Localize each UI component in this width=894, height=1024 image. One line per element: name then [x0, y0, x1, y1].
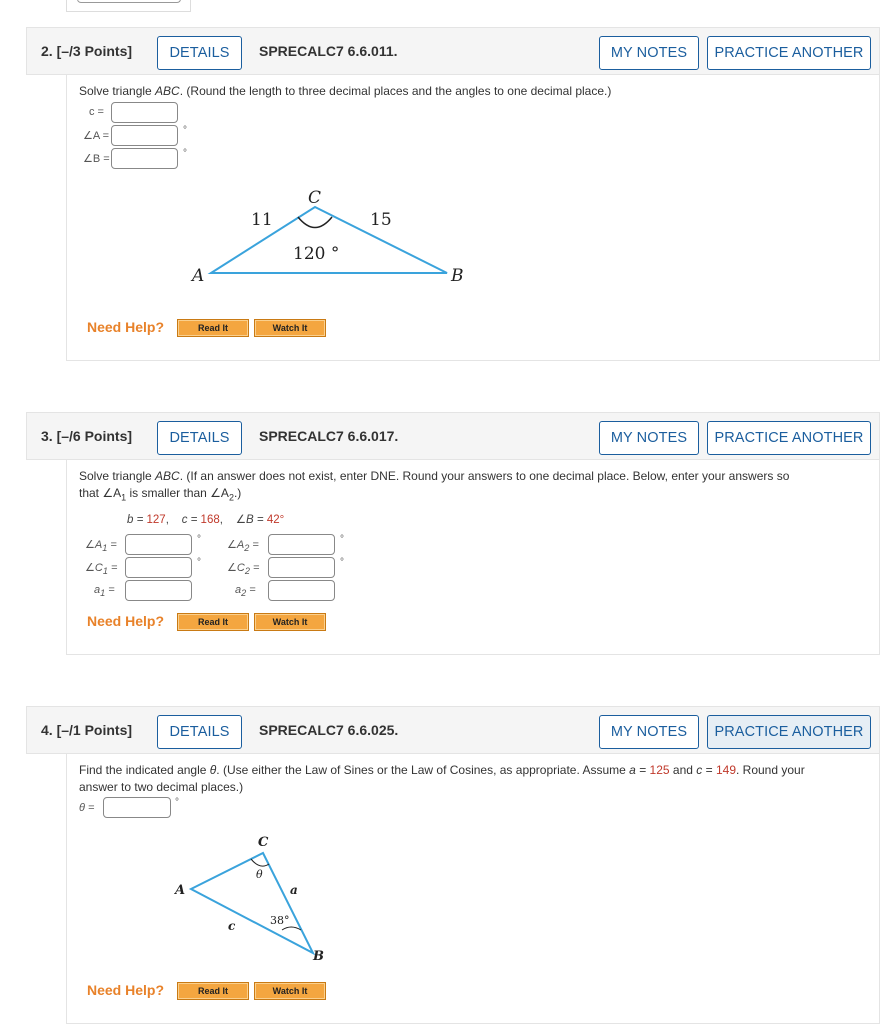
degree-unit: °: [197, 557, 201, 568]
degree-unit: °: [340, 557, 344, 568]
previous-question-footer: [66, 0, 191, 12]
angle-c1-input[interactable]: [125, 557, 192, 578]
angle-a-answer-input[interactable]: [111, 125, 178, 146]
triangle-shape: [191, 853, 313, 953]
degree-unit: °: [340, 534, 344, 545]
side-a1-label: $a_1$ =: [94, 584, 115, 599]
prompt-text: . (Use either the Law of Sines or the Law of Cosines, as appropriate. Assume: [216, 763, 630, 777]
prompt-text: . Round your: [736, 763, 805, 777]
practice-another-button[interactable]: PRACTICE ANOTHER: [707, 36, 871, 70]
subscript: 2: [228, 492, 234, 503]
need-help-label: Need Help?: [87, 982, 165, 998]
triangle-name: ABC: [155, 84, 180, 98]
question-3-header: [26, 412, 880, 460]
vertex-a-label: A: [192, 266, 205, 285]
vertex-b-label: B: [313, 949, 324, 964]
a-symbol: a: [629, 763, 636, 777]
angle-c2-label: $\angle C_2$ =: [227, 562, 260, 577]
previous-question-button-edge: [77, 0, 181, 3]
given-angle-b-label: ∠B =: [235, 514, 267, 526]
my-notes-button[interactable]: MY NOTES: [599, 715, 699, 749]
c-symbol: c: [696, 763, 703, 777]
vertex-c-label: C: [258, 835, 269, 850]
question-2-header: [26, 27, 880, 75]
read-it-button[interactable]: Read It: [177, 982, 249, 1000]
vertex-b-label: B: [451, 266, 464, 285]
question-3-code: SPRECALC7 6.6.017.: [259, 428, 399, 444]
question-2-body: [66, 75, 880, 361]
angle-a2-label: $\angle A_2$ =: [227, 539, 259, 554]
question-4-prompt: Find the indicated angle θ. (Use either the Law of Sines or the Law of Cosines, as appropriate. Assume a = 125 and c = 149. Round your answer to two decimal places.): [79, 763, 805, 794]
c-value: 149: [715, 763, 736, 777]
triangle-name: ABC: [155, 469, 180, 483]
angle-b-answer-input[interactable]: [111, 148, 178, 169]
angle-a-label: ∠A =: [83, 130, 110, 142]
triangle-figure: [167, 830, 337, 970]
side-c-label: c: [228, 919, 236, 933]
side-a1-input[interactable]: [125, 580, 192, 601]
need-help-label: Need Help?: [87, 613, 165, 629]
side-a2-label: $a_2$ =: [235, 584, 256, 599]
practice-another-button[interactable]: PRACTICE ANOTHER: [707, 421, 871, 455]
vertex-c-label: C: [308, 188, 322, 208]
given-angle-b-value: 42°: [266, 514, 285, 526]
question-4-body: [66, 754, 880, 1024]
my-notes-button[interactable]: MY NOTES: [599, 36, 699, 70]
side-ac-label: 11: [251, 210, 273, 230]
prompt-text: that ∠A: [79, 486, 122, 500]
side-a-label: a: [290, 883, 298, 897]
vertex-a-label: A: [175, 883, 186, 898]
theta-answer-input[interactable]: [103, 797, 171, 818]
watch-it-button[interactable]: Watch It: [254, 613, 326, 631]
angle-b-label: ∠B =: [83, 153, 110, 165]
degree-unit: °: [183, 148, 187, 159]
degree-unit: °: [197, 534, 201, 545]
angle-a2-input[interactable]: [268, 534, 335, 555]
angle-a1-input[interactable]: [125, 534, 192, 555]
prompt-text: Solve triangle: [79, 84, 156, 98]
question-2-code: SPRECALC7 6.6.011.: [259, 43, 398, 59]
prompt-text: is smaller than ∠A: [126, 486, 229, 500]
c-label: c =: [89, 106, 104, 118]
details-button[interactable]: DETAILS: [157, 715, 242, 749]
prompt-text: . (If an answer does not exist, enter DNE. Round your answers to one decimal place. Below, enter your answers so: [179, 469, 790, 483]
question-4-number: 4. [–/1 Points]: [41, 722, 133, 738]
question-4-header: [26, 706, 880, 754]
angle-b-value-label: 38°: [270, 914, 290, 927]
prompt-text: .): [233, 486, 242, 500]
watch-it-button[interactable]: Watch It: [254, 982, 326, 1000]
read-it-button[interactable]: Read It: [177, 613, 249, 631]
theta-label: θ =: [79, 802, 95, 814]
angle-c1-label: $\angle C_1$ =: [85, 562, 118, 577]
angle-c2-input[interactable]: [268, 557, 335, 578]
details-button[interactable]: DETAILS: [157, 36, 242, 70]
practice-another-button[interactable]: PRACTICE ANOTHER: [707, 715, 871, 749]
given-b-value: 127: [146, 514, 166, 526]
degree-unit: °: [175, 797, 179, 808]
prompt-text: Solve triangle: [79, 469, 156, 483]
my-notes-button[interactable]: MY NOTES: [599, 421, 699, 455]
read-it-button[interactable]: Read It: [177, 319, 249, 337]
question-3-number: 3. [–/6 Points]: [41, 428, 133, 444]
watch-it-button[interactable]: Watch It: [254, 319, 326, 337]
prompt-text: and: [669, 763, 697, 777]
question-4-code: SPRECALC7 6.6.025.: [259, 722, 399, 738]
prompt-text: Find the indicated angle: [79, 763, 210, 777]
theta-symbol: θ: [209, 763, 217, 777]
given-c-value: 168: [200, 514, 220, 526]
angle-b-arc: [282, 927, 301, 930]
angle-a1-label: $\angle A_1$ =: [85, 539, 117, 554]
question-2-number: 2. [–/3 Points]: [41, 43, 133, 59]
prompt-text: . (Round the length to three decimal places and the angles to one decimal place.): [179, 84, 612, 98]
question-2-prompt: [79, 83, 869, 100]
subscript: 1: [121, 492, 127, 503]
degree-unit: °: [183, 125, 187, 136]
side-cb-label: 15: [370, 210, 392, 230]
given-b-label: b =: [127, 514, 147, 526]
angle-c-arc: [298, 217, 332, 228]
given-c-label: c =: [181, 514, 201, 526]
question-3-body: [66, 460, 880, 655]
prompt-text: answer to two decimal places.): [79, 780, 244, 794]
a-value: 125: [649, 763, 670, 777]
angle-c-label: 120 °: [293, 244, 340, 264]
given-values: b = 127, c = 168, ∠B = 42°: [127, 514, 285, 526]
details-button[interactable]: DETAILS: [157, 421, 242, 455]
c-answer-input[interactable]: [111, 102, 178, 123]
need-help-label: Need Help?: [87, 319, 165, 335]
theta-figure-label: θ: [256, 868, 263, 881]
triangle-figure: [177, 180, 477, 285]
side-a2-input[interactable]: [268, 580, 335, 601]
question-3-prompt: [79, 468, 869, 506]
